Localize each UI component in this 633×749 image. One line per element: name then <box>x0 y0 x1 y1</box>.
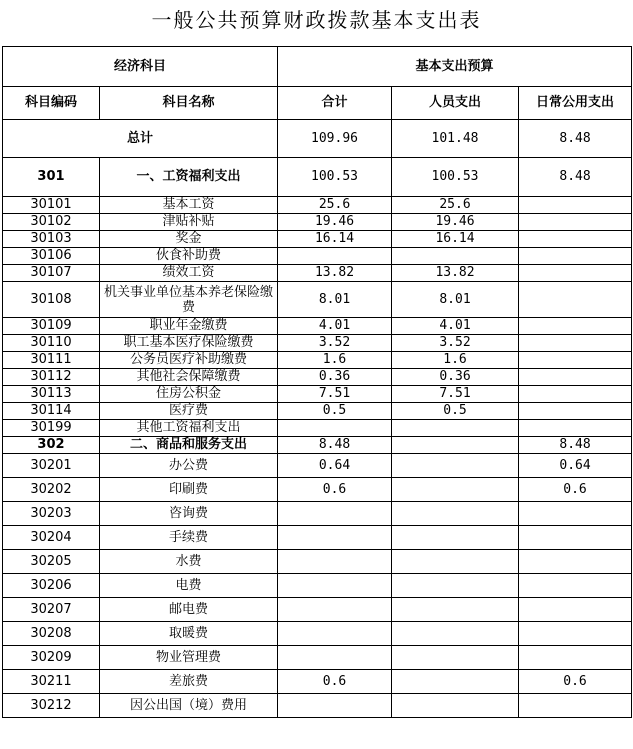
table-row <box>3 420 632 437</box>
row-personnel <box>392 694 519 718</box>
row-personnel <box>392 478 519 502</box>
row-personnel <box>392 526 519 550</box>
row-personnel: 16.14 <box>392 231 519 248</box>
row-daily <box>519 403 632 420</box>
row-name: 水费 <box>100 550 278 574</box>
row-name: 机关事业单位基本养老保险缴费 <box>100 282 278 318</box>
row-total: 0.64 <box>278 454 392 478</box>
row-personnel <box>392 670 519 694</box>
row-personnel <box>392 550 519 574</box>
table-row <box>3 369 632 386</box>
table-row <box>3 646 632 670</box>
header-column-row <box>3 87 632 120</box>
row-total <box>278 622 392 646</box>
row-total: 13.82 <box>278 265 392 282</box>
row-name: 医疗费 <box>100 403 278 420</box>
row-personnel: 8.01 <box>392 282 519 318</box>
row-total: 19.46 <box>278 214 392 231</box>
row-code: 30201 <box>3 454 100 478</box>
table-row <box>3 502 632 526</box>
row-name: 奖金 <box>100 231 278 248</box>
row-daily <box>519 550 632 574</box>
row-code: 30203 <box>3 502 100 526</box>
row-daily <box>519 598 632 622</box>
row-code: 302 <box>3 437 100 454</box>
row-code: 30205 <box>3 550 100 574</box>
row-personnel: 4.01 <box>392 318 519 335</box>
row-total: 100.53 <box>278 158 392 197</box>
row-daily <box>519 646 632 670</box>
row-code: 30103 <box>3 231 100 248</box>
row-total: 0.36 <box>278 369 392 386</box>
row-name: 职工基本医疗保险缴费 <box>100 335 278 352</box>
table-row <box>3 158 632 197</box>
table-row <box>3 550 632 574</box>
row-total: 7.51 <box>278 386 392 403</box>
row-code: 30206 <box>3 574 100 598</box>
row-personnel: 7.51 <box>392 386 519 403</box>
row-personnel <box>392 622 519 646</box>
table-row <box>3 386 632 403</box>
row-personnel: 100.53 <box>392 158 519 197</box>
page-title: 一般公共预算财政拨款基本支出表 <box>151 8 482 32</box>
row-code: 30111 <box>3 352 100 369</box>
row-total <box>278 502 392 526</box>
row-total: 0.5 <box>278 403 392 420</box>
table-row <box>3 403 632 420</box>
header-subject-name: 科目名称 <box>100 87 278 120</box>
header-personnel: 人员支出 <box>392 87 519 120</box>
header-daily-public: 日常公用支出 <box>519 87 632 120</box>
row-name: 因公出国（境）费用 <box>100 694 278 718</box>
row-total <box>278 420 392 437</box>
row-total <box>278 646 392 670</box>
row-code: 30108 <box>3 282 100 318</box>
row-name: 其他社会保障缴费 <box>100 369 278 386</box>
row-daily: 0.6 <box>519 478 632 502</box>
table-row <box>3 574 632 598</box>
row-code: 30101 <box>3 197 100 214</box>
row-personnel <box>392 248 519 265</box>
row-name: 手续费 <box>100 526 278 550</box>
row-daily <box>519 197 632 214</box>
row-code: 30207 <box>3 598 100 622</box>
header-total: 合计 <box>278 87 392 120</box>
row-code: 30114 <box>3 403 100 420</box>
row-name: 电费 <box>100 574 278 598</box>
row-name: 基本工资 <box>100 197 278 214</box>
row-daily <box>519 386 632 403</box>
row-code: 30107 <box>3 265 100 282</box>
row-total: 16.14 <box>278 231 392 248</box>
row-daily: 8.48 <box>519 158 632 197</box>
row-personnel: 3.52 <box>392 335 519 352</box>
row-total: 25.6 <box>278 197 392 214</box>
row-total: 1.6 <box>278 352 392 369</box>
row-personnel <box>392 437 519 454</box>
row-daily <box>519 265 632 282</box>
row-name: 取暖费 <box>100 622 278 646</box>
row-code: 30208 <box>3 622 100 646</box>
row-name: 其他工资福利支出 <box>100 420 278 437</box>
row-name: 咨询费 <box>100 502 278 526</box>
table-row <box>3 231 632 248</box>
summary-label: 总计 <box>3 120 278 158</box>
table-row <box>3 598 632 622</box>
table-row <box>3 437 632 454</box>
row-total <box>278 574 392 598</box>
row-total <box>278 550 392 574</box>
row-personnel: 0.36 <box>392 369 519 386</box>
row-total <box>278 526 392 550</box>
row-personnel: 0.5 <box>392 403 519 420</box>
row-total: 8.01 <box>278 282 392 318</box>
row-daily: 0.64 <box>519 454 632 478</box>
table-row <box>3 454 632 478</box>
row-personnel: 1.6 <box>392 352 519 369</box>
table-body <box>3 47 632 718</box>
header-group-row <box>3 47 632 87</box>
table-row <box>3 335 632 352</box>
row-total: 4.01 <box>278 318 392 335</box>
row-code: 30113 <box>3 386 100 403</box>
row-total <box>278 694 392 718</box>
row-code: 30204 <box>3 526 100 550</box>
row-code: 30109 <box>3 318 100 335</box>
row-name: 邮电费 <box>100 598 278 622</box>
row-daily <box>519 248 632 265</box>
row-personnel: 19.46 <box>392 214 519 231</box>
table-row <box>3 670 632 694</box>
summary-total: 109.96 <box>278 120 392 158</box>
row-name: 公务员医疗补助缴费 <box>100 352 278 369</box>
row-name: 二、商品和服务支出 <box>100 437 278 454</box>
row-daily <box>519 335 632 352</box>
row-name: 办公费 <box>100 454 278 478</box>
row-personnel <box>392 598 519 622</box>
table-row <box>3 282 632 318</box>
table-row <box>3 248 632 265</box>
row-daily <box>519 622 632 646</box>
row-name: 住房公积金 <box>100 386 278 403</box>
row-name: 差旅费 <box>100 670 278 694</box>
row-daily <box>519 214 632 231</box>
row-daily <box>519 231 632 248</box>
summary-daily: 8.48 <box>519 120 632 158</box>
row-personnel: 25.6 <box>392 197 519 214</box>
row-code: 30211 <box>3 670 100 694</box>
row-daily: 0.6 <box>519 670 632 694</box>
summary-personnel: 101.48 <box>392 120 519 158</box>
row-code: 30110 <box>3 335 100 352</box>
header-basic-budget: 基本支出预算 <box>278 47 632 87</box>
table-row <box>3 352 632 369</box>
row-name: 物业管理费 <box>100 646 278 670</box>
header-economic-subject: 经济科目 <box>3 47 278 87</box>
row-daily <box>519 526 632 550</box>
table-row <box>3 197 632 214</box>
table-row <box>3 694 632 718</box>
table-row <box>3 622 632 646</box>
row-name: 绩效工资 <box>100 265 278 282</box>
table-row <box>3 526 632 550</box>
table-row <box>3 478 632 502</box>
row-name: 伙食补助费 <box>100 248 278 265</box>
row-total: 3.52 <box>278 335 392 352</box>
row-daily <box>519 352 632 369</box>
row-personnel <box>392 420 519 437</box>
row-personnel <box>392 574 519 598</box>
row-personnel <box>392 502 519 526</box>
row-name: 一、工资福利支出 <box>100 158 278 197</box>
row-personnel: 13.82 <box>392 265 519 282</box>
row-total: 0.6 <box>278 670 392 694</box>
row-name: 印刷费 <box>100 478 278 502</box>
header-subject-code: 科目编码 <box>3 87 100 120</box>
row-code: 30112 <box>3 369 100 386</box>
table-row <box>3 318 632 335</box>
row-code: 301 <box>3 158 100 197</box>
row-daily <box>519 369 632 386</box>
row-personnel <box>392 646 519 670</box>
row-total: 8.48 <box>278 437 392 454</box>
row-code: 30102 <box>3 214 100 231</box>
row-total <box>278 248 392 265</box>
row-daily <box>519 420 632 437</box>
row-total: 0.6 <box>278 478 392 502</box>
row-code: 30212 <box>3 694 100 718</box>
row-daily: 8.48 <box>519 437 632 454</box>
budget-table <box>2 46 632 718</box>
table-row <box>3 265 632 282</box>
row-total <box>278 598 392 622</box>
row-daily <box>519 502 632 526</box>
row-code: 30209 <box>3 646 100 670</box>
row-daily <box>519 318 632 335</box>
row-name: 职业年金缴费 <box>100 318 278 335</box>
summary-row <box>3 120 632 158</box>
row-code: 30199 <box>3 420 100 437</box>
row-code: 30202 <box>3 478 100 502</box>
row-code: 30106 <box>3 248 100 265</box>
row-daily <box>519 694 632 718</box>
row-name: 津贴补贴 <box>100 214 278 231</box>
row-personnel <box>392 454 519 478</box>
row-daily <box>519 574 632 598</box>
table-row <box>3 214 632 231</box>
row-daily <box>519 282 632 318</box>
